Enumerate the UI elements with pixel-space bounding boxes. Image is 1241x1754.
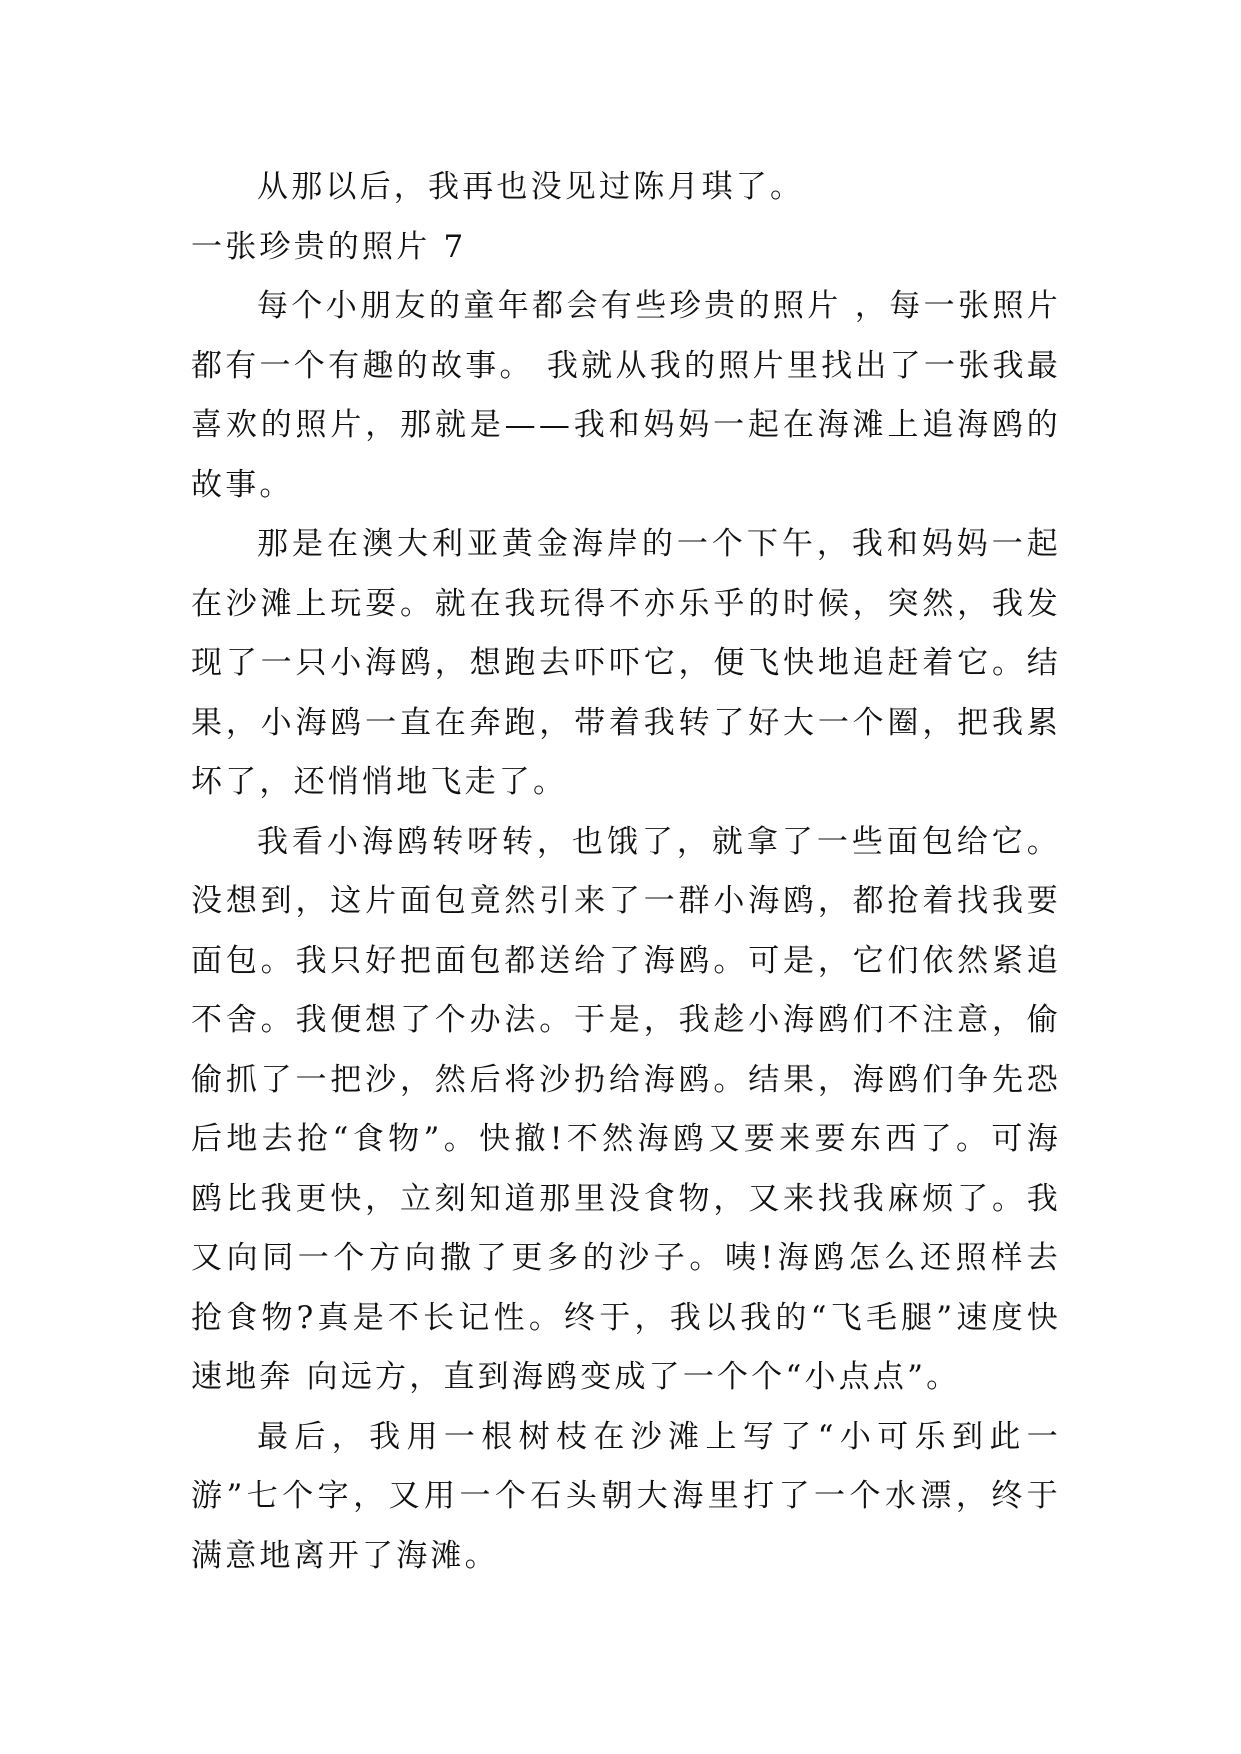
body-paragraph-2: 那是在澳大利亚黄金海岸的一个下午，我和妈妈一起在沙滩上玩耍。就在我玩得不亦乐乎的时候，突然，我发现了一只小海鸥，想跑去吓吓它，便飞快地追赶着它。结果，小海鸥一直在奔跑，带着我转了好大一个圈，把我累坏了，还悄悄地飞走了。 (191, 526, 1061, 800)
document-body (191, 158, 1061, 1586)
section-heading: 一张珍贵的照片 7 (191, 228, 467, 265)
body-paragraph-3: 我看小海鸥转呀转，也饿了，就拿了一些面包给它。没想到，这片面包竟然引来了一群小海鸥，都抢着找我要面包。我只好把面包都送给了海鸥。可是，它们依然紧追不舍。我便想了个办法。于是，我趁小海鸥们不注意，偷偷抓了一把沙，然后将沙扔给海鸥。结果，海鸥们争先恐后地去抢“食物”。快撤!不然海鸥又要来要东西了。可海鸥比我更快，立刻知道那里没食物，又来找我麻烦了。我又向同一个方向撒了更多的沙子。咦!海鸥怎么还照样去抢食物?真是不长记性。终于，我以我的“飞毛腿”速度快速地奔 向远方，直到海鸥变成了一个个“小点点”。 (191, 823, 1061, 1395)
intro-paragraph: 从那以后，我再也没见过陈月琪了。 (257, 169, 805, 205)
body-paragraph-1: 每个小朋友的童年都会有些珍贵的照片 ，每一张照片都有一个有趣的故事。 我就从我的照片里找出了一张我最喜欢的照片，那就是——我和妈妈一起在海滩上追海鸥的故事。 (191, 288, 1061, 503)
body-paragraph-4: 最后，我用一根树枝在沙滩上写了“小可乐到此一游”七个字，又用一个石头朝大海里打了一个水漂，终于满意地离开了海滩。 (191, 1418, 1061, 1574)
